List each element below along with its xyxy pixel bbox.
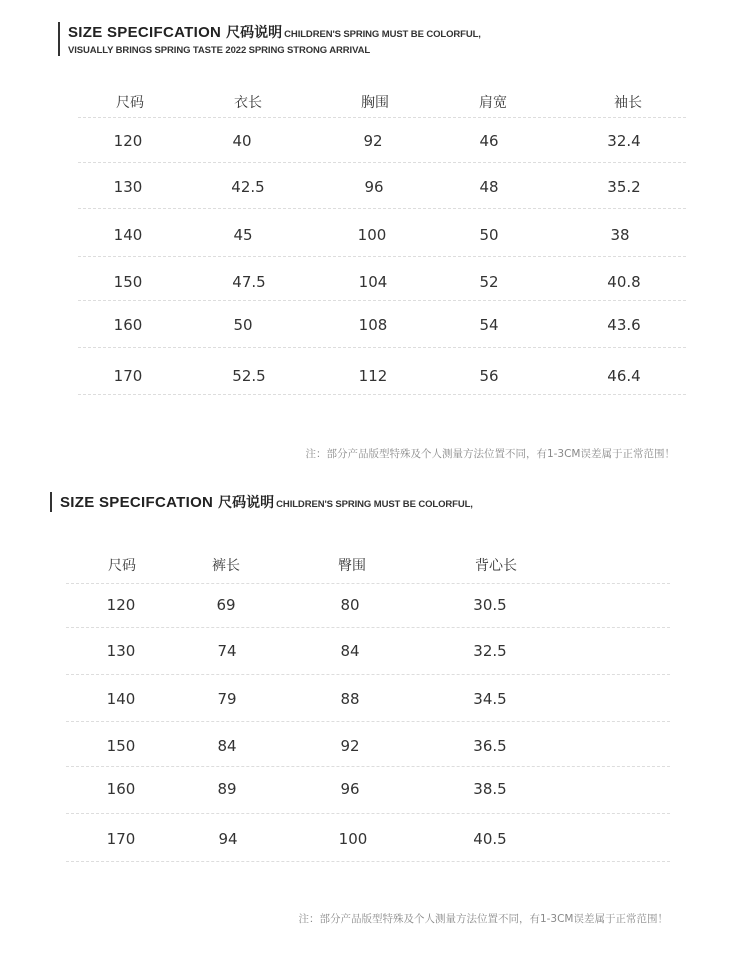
cell-vest-length: 40.5 <box>473 830 507 848</box>
table-row <box>0 367 750 387</box>
section1-title-zh: 尺码说明 <box>226 25 283 41</box>
table-row <box>0 737 750 757</box>
cell-size: 130 <box>106 642 136 660</box>
table-row <box>0 178 750 198</box>
section1-title-en: SIZE SPECIFCATION <box>68 24 222 41</box>
section1-tagline-2: VISUALLY BRINGS SPRING TASTE 2022 SPRING STRONG ARRIVAL <box>68 45 371 56</box>
cell-vest-length: 38.5 <box>473 780 507 798</box>
section2-header <box>50 492 473 512</box>
row-divider <box>66 813 670 814</box>
header-hip: 臀围 <box>338 558 366 574</box>
cell-length: 52.5 <box>232 367 266 385</box>
cell-chest: 112 <box>358 367 388 385</box>
cell-hip: 84 <box>340 642 360 660</box>
table-row <box>0 690 750 710</box>
header-size: 尺码 <box>108 558 136 574</box>
cell-chest: 108 <box>358 316 388 334</box>
row-divider <box>78 347 686 348</box>
cell-size: 140 <box>106 690 136 708</box>
section2-title-zh: 尺码说明 <box>218 495 275 511</box>
cell-shoulder: 54 <box>479 316 499 334</box>
table-row <box>0 596 750 616</box>
header-sleeve: 袖长 <box>614 95 642 111</box>
row-divider <box>78 394 686 395</box>
cell-size: 150 <box>113 273 143 291</box>
row-divider <box>78 256 686 257</box>
cell-length: 42.5 <box>231 178 265 196</box>
cell-hip: 92 <box>340 737 360 755</box>
cell-pants-length: 89 <box>217 780 237 798</box>
cell-length: 47.5 <box>232 273 266 291</box>
cell-sleeve: 38 <box>610 226 630 244</box>
cell-chest: 92 <box>363 132 383 150</box>
header-vest-length: 背心长 <box>475 558 517 574</box>
header-chest: 胸围 <box>361 95 389 111</box>
cell-shoulder: 52 <box>479 273 499 291</box>
cell-pants-length: 74 <box>217 642 237 660</box>
table-row <box>0 830 750 850</box>
cell-sleeve: 32.4 <box>607 132 641 150</box>
cell-length: 40 <box>232 132 252 150</box>
table-row <box>0 226 750 246</box>
row-divider <box>66 583 670 584</box>
cell-sleeve: 46.4 <box>607 367 641 385</box>
cell-shoulder: 48 <box>479 178 499 196</box>
cell-size: 160 <box>113 316 143 334</box>
cell-size: 120 <box>106 596 136 614</box>
section1-tagline-1: CHILDREN'S SPRING MUST BE COLORFUL, <box>284 29 481 40</box>
cell-size: 170 <box>106 830 136 848</box>
cell-sleeve: 35.2 <box>607 178 641 196</box>
table-header-row <box>0 555 750 575</box>
section2-title-en: SIZE SPECIFCATION <box>60 494 214 511</box>
table-row <box>0 316 750 336</box>
cell-sleeve: 40.8 <box>607 273 641 291</box>
cell-size: 120 <box>113 132 143 150</box>
cell-shoulder: 46 <box>479 132 499 150</box>
row-divider <box>66 627 670 628</box>
header-length: 衣长 <box>234 95 262 111</box>
cell-chest: 96 <box>364 178 384 196</box>
row-divider <box>66 721 670 722</box>
cell-vest-length: 34.5 <box>473 690 507 708</box>
table-row <box>0 780 750 800</box>
cell-sleeve: 43.6 <box>607 316 641 334</box>
cell-hip: 100 <box>338 830 368 848</box>
cell-chest: 104 <box>358 273 388 291</box>
section1-header <box>58 22 481 56</box>
cell-size: 140 <box>113 226 143 244</box>
cell-pants-length: 84 <box>217 737 237 755</box>
table-row <box>0 132 750 152</box>
table-row <box>0 642 750 662</box>
row-divider <box>78 117 686 118</box>
cell-size: 160 <box>106 780 136 798</box>
cell-shoulder: 56 <box>479 367 499 385</box>
cell-hip: 88 <box>340 690 360 708</box>
header-size: 尺码 <box>116 95 144 111</box>
row-divider <box>66 674 670 675</box>
cell-length: 50 <box>233 316 253 334</box>
header-shoulder: 肩宽 <box>479 95 507 111</box>
table-row <box>0 273 750 293</box>
cell-pants-length: 94 <box>218 830 238 848</box>
header-pants-length: 裤长 <box>212 558 240 574</box>
section1-note: 注：部分产品版型特殊及个人测量方法位置不同，有1-3CM误差属于正常范围！ <box>305 448 675 460</box>
cell-pants-length: 69 <box>216 596 236 614</box>
row-divider <box>78 300 686 301</box>
table-header-row <box>0 92 750 112</box>
cell-size: 170 <box>113 367 143 385</box>
cell-hip: 80 <box>340 596 360 614</box>
section2-tagline-1: CHILDREN'S SPRING MUST BE COLORFUL, <box>276 499 473 510</box>
cell-chest: 100 <box>357 226 387 244</box>
cell-shoulder: 50 <box>479 226 499 244</box>
cell-size: 150 <box>106 737 136 755</box>
row-divider <box>78 208 686 209</box>
cell-pants-length: 79 <box>217 690 237 708</box>
section2-note: 注：部分产品版型特殊及个人测量方法位置不同，有1-3CM误差属于正常范围！ <box>298 913 668 925</box>
row-divider <box>66 861 670 862</box>
cell-size: 130 <box>113 178 143 196</box>
cell-vest-length: 30.5 <box>473 596 507 614</box>
cell-length: 45 <box>233 226 253 244</box>
cell-vest-length: 32.5 <box>473 642 507 660</box>
cell-vest-length: 36.5 <box>473 737 507 755</box>
row-divider <box>66 766 670 767</box>
row-divider <box>78 162 686 163</box>
cell-hip: 96 <box>340 780 360 798</box>
